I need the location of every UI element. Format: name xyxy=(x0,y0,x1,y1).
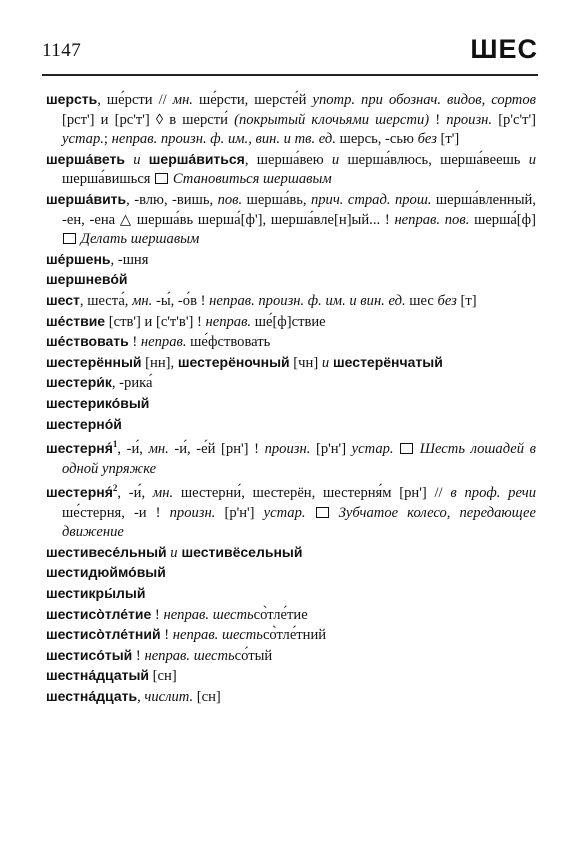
entry-headword: шестисо́тый xyxy=(46,646,133,663)
entry-headword: шест xyxy=(46,291,80,308)
entry-headword: шестисо̀тле́тний xyxy=(46,626,161,643)
entry-headword: ше́ствие xyxy=(46,312,106,329)
entry-headword: шерша́вить xyxy=(46,190,127,207)
definition-box-icon xyxy=(155,173,168,184)
entry-headword: шестна́дцатый xyxy=(46,667,150,684)
entry-shest: шест, шеста́, мн. -ы́, -о́в ! неправ. произн. ф. им. и вин. ед. шес без [т] xyxy=(46,291,477,309)
running-head: ШЕС xyxy=(470,34,538,64)
entry-shestvie: ше́ствие [ств'] и [с'т'в'] ! неправ. ше́[ф]ствие xyxy=(46,312,326,330)
entry-headword: шестерно́й xyxy=(46,415,122,432)
entry-headword: шершнево́й xyxy=(46,271,128,288)
entry-shesternya-1: шестерня́$^1$, -и́, мн. -и́, -е́й [рн'] ! произн. [р'н'] устар. Шесть лошадей в одной упряжке xyxy=(46,439,536,477)
entry-headword: шестерённый xyxy=(46,353,142,370)
entry-shestisotletie: шестисо̀тле́тие ! неправ. шестьсо̀тле́тие xyxy=(46,605,308,623)
entry-headword: шестисо̀тле́тие xyxy=(46,605,152,622)
entry-shershen: ше́ршень, -шня xyxy=(46,250,149,268)
entry-shershnevoy xyxy=(46,270,536,291)
entry-shestiveselny: шестивесе́льный и шестивёсельный xyxy=(46,543,303,561)
entry-shesterikovy xyxy=(46,394,536,415)
entry-shestisotletny: шестисо̀тле́тний ! неправ. шестьсо̀тле́тний xyxy=(46,626,327,644)
definition-box-icon xyxy=(316,507,329,518)
page-header xyxy=(42,34,538,74)
homonym-number: 2 xyxy=(112,483,118,494)
dictionary-entries xyxy=(46,90,536,708)
homonym-number: 1 xyxy=(112,439,118,450)
entry-headword: шестна́дцать xyxy=(46,687,138,704)
entry-shesteryonny: шестерённый [нн], шестерёночный [чн] и шестерёнчатый xyxy=(46,353,443,371)
entry-shestvovat: ше́ствовать ! неправ. ше́фствовать xyxy=(46,333,271,351)
entry-headword: шестивесе́льный xyxy=(46,543,167,560)
entry-shershavet: шерша́веть и шерша́виться, шерша́вею и шерша́влюсь, шерша́веешь и шерша́вишься Становиться шершавым xyxy=(46,150,537,188)
entry-headword: шестерня́ xyxy=(46,484,113,500)
entry-shestnadtsat: шестна́дцать, числит. [сн] xyxy=(46,687,221,705)
entry-headword: шерша́веть xyxy=(46,150,125,167)
entry-shesternya-2: шестерня́$^2$, -и́, мн. шестерни́, шестерён, шестерня́м [рн'] // в проф. речи ше́стерня, -и ! произн. [р'н'] устар. Зубчатое колесо, передающее движение xyxy=(46,483,537,541)
entry-sherst: шерсть, ше́рсти // мн. ше́рсти, шерсте́й употр. при обознач. видов, сортов [рст'] и [рс'т'] ◊ в шерсти́ (покрытый клочьями шерсти) ! произн. [р'с'т'] устар.; неправ. произн. ф. им., вин. и тв. ед. шерсь, -сью без [т'] xyxy=(46,91,536,148)
entry-headword: шестери́к xyxy=(46,374,112,391)
definition-box-icon xyxy=(63,233,76,244)
entry-headword: шестикры́лый xyxy=(46,584,146,601)
entry-shershavit: шерша́вить, -влю, -вишь, пов. шерша́вь, прич. страд. прош. шерша́вленный, -ен, -ена △ шерша́вь шерша́[ф'], шерша́вле[н]ый... ! неправ. пов. шерша́[ф] Делать шершавым xyxy=(46,190,536,248)
entry-headword: шерсть xyxy=(46,91,98,107)
entry-shestidyuymovy xyxy=(46,563,536,584)
entry-headword: шестидюймо́вый xyxy=(46,564,166,581)
entry-shesterik: шестери́к, -рика́ xyxy=(46,374,153,392)
entry-headword: ше́ствовать xyxy=(46,333,129,350)
entry-headword: шестерико́вый xyxy=(46,394,150,411)
entry-headword: шестерня́ xyxy=(46,439,113,456)
entry-shestnadtsaty: шестна́дцатый [сн] xyxy=(46,667,177,685)
entry-shestisoty: шестисо́тый ! неправ. шестьсо́тый xyxy=(46,646,273,664)
entry-shesternoy xyxy=(46,415,536,436)
definition-box-icon xyxy=(400,443,413,454)
page-number: 1147 xyxy=(42,40,82,61)
entry-shestikryly xyxy=(46,584,536,605)
entry-headword: ше́ршень xyxy=(46,250,111,267)
header-rule xyxy=(42,74,538,76)
